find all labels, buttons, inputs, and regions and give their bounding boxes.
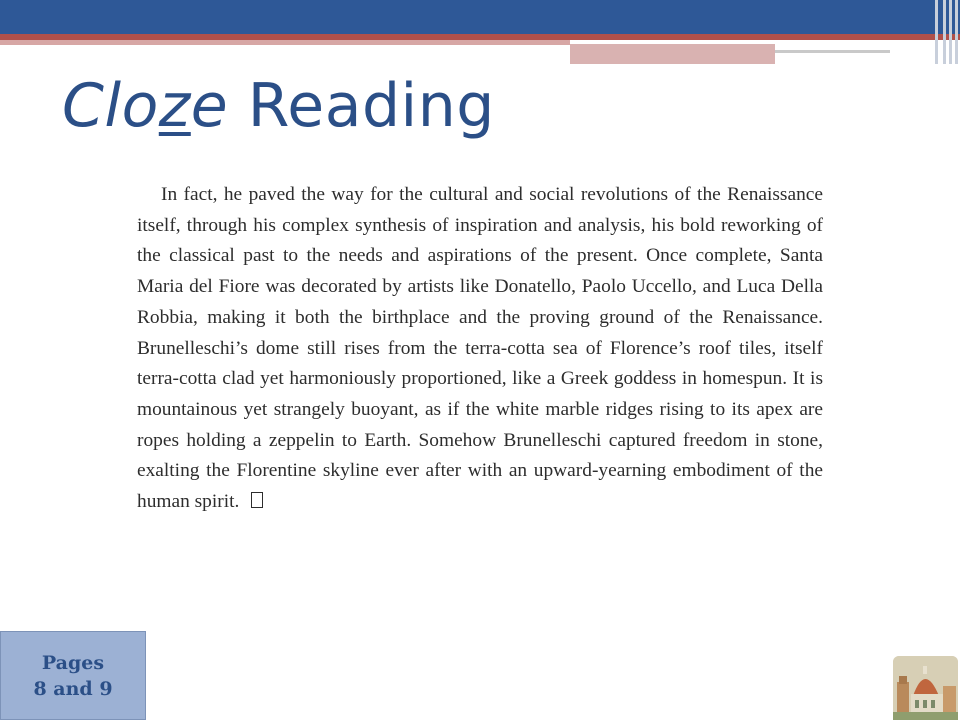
florence-dome-logo-icon	[893, 656, 958, 720]
header-accent-block	[570, 44, 775, 64]
title-underlined-letter: z	[158, 71, 191, 141]
slide-title	[62, 71, 495, 141]
pages-reference-box	[0, 631, 146, 720]
pages-range: 8 and 9	[33, 677, 113, 700]
reading-passage	[137, 180, 823, 518]
passage-text: In fact, he paved the way for the cultural and social revolutions of the Renaissance itself, through his complex synthesis of inspiration and analysis, his bold reworking of the classical past to the needs and aspirations of the present. Once complete, Santa Maria del Fiore was decorated by artists like Donatello, Paolo Uccello, and Luca Della Robbia, making it both the birthplace and the proving ground of the Renaissance. Brunelleschi’s dome still rises from the terra-cotta sea of Florence’s roof tiles, itself terra-cotta clad yet harmoniously proportioned, like a Greek goddess in homespun. It is mountainous yet strangely buoyant, as if the white marble ridges rising to its apex are ropes holding a zeppelin to Earth. Somehow Brunelleschi captured freedom in stone, exalting the Florentine skyline ever after with an upward-yearning embodiment of the human spirit.	[137, 184, 823, 513]
pages-label: Pages	[41, 651, 105, 674]
header-bar	[0, 0, 960, 34]
header-accent-band	[0, 40, 570, 45]
title-reading-word: Reading	[247, 71, 495, 141]
header-vertical-stripes	[926, 0, 960, 64]
title-cloze-word: Cloze	[62, 71, 229, 141]
end-of-article-icon	[251, 492, 263, 508]
header-accent-line	[775, 50, 890, 53]
